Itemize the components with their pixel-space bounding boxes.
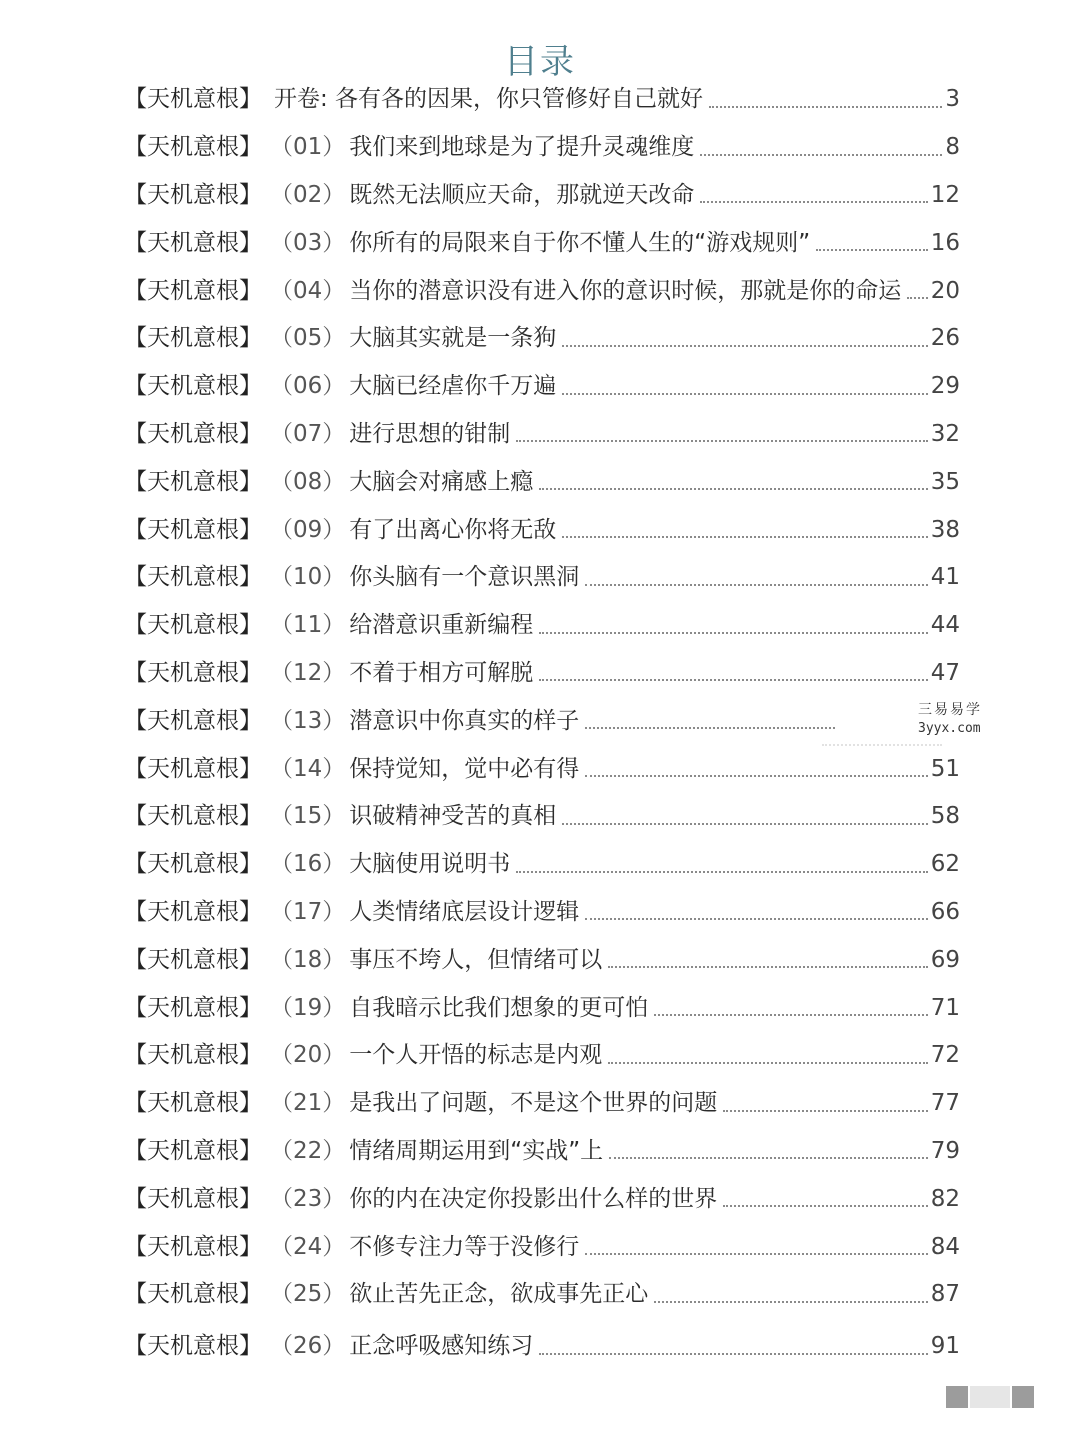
toc-series-label: 【天机意根】 [124, 229, 262, 256]
toc-dot-leader [562, 345, 927, 347]
toc-entry[interactable] [124, 267, 960, 315]
toc-entry-title: 你头脑有一个意识黑洞 [349, 564, 580, 591]
toc-page-number: 71 [930, 994, 960, 1021]
toc-dot-leader [654, 1014, 927, 1016]
toc-dot-leader [723, 1205, 927, 1207]
toc-page-number: 66 [930, 898, 960, 925]
toc-entry[interactable] [124, 984, 960, 1032]
toc-series-label: 【天机意根】 [124, 1042, 262, 1069]
watermark-dots [822, 744, 942, 746]
toc-series-label: 【天机意根】 [124, 1333, 262, 1360]
toc-entry-title: 大脑已经虐你千万遍 [349, 373, 557, 400]
toc-page-number: 16 [930, 229, 960, 256]
toc-dot-leader [709, 106, 942, 108]
toc-entry-title: 有了出离心你将无敌 [349, 516, 557, 543]
toc-page-number: 35 [930, 468, 960, 495]
toc-list [124, 76, 960, 1371]
toc-dot-leader [608, 1062, 927, 1064]
toc-entry-title: 既然无法顺应天命，那就逆天改命 [349, 181, 695, 208]
toc-dot-leader [585, 584, 927, 586]
toc-entry[interactable] [124, 745, 960, 793]
toc-entry[interactable] [124, 1128, 960, 1176]
toc-entry[interactable] [124, 219, 960, 267]
toc-dot-leader [700, 154, 942, 156]
toc-entry-title: 人类情绪底层设计逻辑 [349, 898, 580, 925]
toc-entry-number: （14） [270, 755, 346, 782]
toc-entry[interactable] [124, 1032, 960, 1080]
toc-entry[interactable] [124, 363, 960, 411]
toc-dot-leader [562, 536, 927, 538]
toc-page-number: 32 [930, 420, 960, 447]
toc-page-number: 3 [945, 86, 960, 113]
corner-mark-middle [970, 1386, 1010, 1408]
toc-series-label: 【天机意根】 [124, 564, 262, 591]
toc-entry-title: 不修专注力等于没修行 [349, 1233, 580, 1260]
toc-dot-leader [723, 1110, 927, 1112]
toc-entry-number: （24） [270, 1233, 346, 1260]
watermark-url: 3yyx.com [918, 721, 981, 736]
toc-entry[interactable] [124, 1223, 960, 1271]
toc-entry-number: （18） [270, 946, 346, 973]
toc-entry-title: 大脑其实就是一条狗 [349, 325, 557, 352]
toc-page-number: 44 [930, 612, 960, 639]
toc-entry[interactable] [124, 793, 960, 841]
toc-entry-number: （25） [270, 1281, 346, 1308]
toc-entry-title: 潜意识中你真实的样子 [349, 707, 580, 734]
toc-entry[interactable] [124, 506, 960, 554]
toc-entry-number: （13） [270, 707, 346, 734]
toc-series-label: 【天机意根】 [124, 1185, 262, 1212]
toc-page-number: 84 [930, 1233, 960, 1260]
toc-page-number: 20 [930, 277, 960, 304]
toc-series-label: 【天机意根】 [124, 994, 262, 1021]
toc-entry-number: （10） [270, 564, 346, 591]
toc-entry-number: （22） [270, 1137, 346, 1164]
toc-entry[interactable] [124, 554, 960, 602]
watermark-name: 三易易学 [918, 702, 982, 718]
toc-dot-leader [516, 871, 927, 873]
toc-entry-title: 欲止苦先正念，欲成事先正心 [349, 1281, 649, 1308]
toc-dot-leader [562, 823, 927, 825]
toc-dot-leader [539, 488, 927, 490]
toc-entry[interactable] [124, 650, 960, 698]
toc-page-number: 12 [930, 181, 960, 208]
toc-dot-leader [654, 1301, 927, 1303]
toc-series-label: 【天机意根】 [124, 1233, 262, 1260]
toc-entry-number: （16） [270, 851, 346, 878]
toc-entry-number: （05） [270, 325, 346, 352]
toc-entry-number: （15） [270, 803, 346, 830]
toc-entry-title: 给潜意识重新编程 [349, 612, 534, 639]
toc-series-label: 【天机意根】 [124, 707, 262, 734]
toc-entry-number: （26） [270, 1333, 346, 1360]
toc-entry-title: 大脑使用说明书 [349, 851, 511, 878]
toc-entry[interactable] [124, 936, 960, 984]
toc-entry-number: （01） [270, 134, 346, 161]
toc-entry-number: （19） [270, 994, 346, 1021]
toc-entry-number: （02） [270, 181, 346, 208]
toc-entry-number: （06） [270, 373, 346, 400]
toc-page-number: 47 [930, 659, 960, 686]
toc-series-label: 【天机意根】 [124, 898, 262, 925]
toc-entry-title: 不着于相方可解脱 [349, 659, 534, 686]
toc-page-number: 91 [930, 1333, 960, 1360]
toc-page-number: 8 [945, 134, 960, 161]
toc-entry-title: 一个人开悟的标志是内观 [349, 1042, 603, 1069]
toc-dot-leader [609, 1157, 928, 1159]
toc-entry-title: 你的内在决定你投影出什么样的世界 [349, 1185, 718, 1212]
page-title: 目录 [504, 42, 576, 82]
toc-entry[interactable] [124, 1323, 960, 1371]
toc-page-number: 87 [930, 1281, 960, 1308]
toc-series-label: 【天机意根】 [124, 277, 262, 304]
toc-entry-number: （21） [270, 1090, 346, 1117]
toc-page-number: 51 [930, 755, 960, 782]
toc-entry-title: 情绪周期运用到“实战”上 [349, 1137, 604, 1164]
toc-dot-leader [539, 632, 927, 634]
toc-dot-leader [907, 297, 927, 299]
toc-dot-leader [585, 918, 927, 920]
toc-dot-leader [585, 727, 835, 729]
toc-entry[interactable] [124, 458, 960, 506]
toc-dot-leader [816, 249, 928, 251]
toc-entry-title: 保持觉知，觉中必有得 [349, 755, 580, 782]
toc-page-number: 58 [930, 803, 960, 830]
toc-entry-number: （07） [270, 420, 346, 447]
toc-entry-number: （20） [270, 1042, 346, 1069]
toc-series-label: 【天机意根】 [124, 803, 262, 830]
toc-series-label: 【天机意根】 [124, 946, 262, 973]
toc-entry-number: （08） [270, 468, 346, 495]
toc-series-label: 【天机意根】 [124, 516, 262, 543]
toc-entry-number: （11） [270, 612, 346, 639]
toc-entry[interactable] [124, 1080, 960, 1128]
toc-series-label: 【天机意根】 [124, 612, 262, 639]
toc-entry-number: （23） [270, 1185, 346, 1212]
toc-entry-title: 识破精神受苦的真相 [349, 803, 557, 830]
toc-dot-leader [608, 966, 927, 968]
toc-series-label: 【天机意根】 [124, 1137, 262, 1164]
toc-series-label: 【天机意根】 [124, 468, 262, 495]
toc-dot-leader [539, 1353, 927, 1355]
toc-page-number: 38 [930, 516, 960, 543]
toc-entry-title: 你所有的局限来自于你不懂人生的“游戏规则” [349, 229, 811, 256]
toc-entry[interactable] [124, 1175, 960, 1223]
toc-page-number: 72 [930, 1042, 960, 1069]
corner-mark-left [946, 1386, 968, 1408]
toc-series-label: 【天机意根】 [124, 134, 262, 161]
toc-series-label: 【天机意根】 [124, 1090, 262, 1117]
toc-page-number: 62 [930, 851, 960, 878]
toc-entry[interactable] [124, 697, 960, 745]
toc-entry[interactable] [124, 1271, 960, 1319]
toc-entry-number: （04） [270, 277, 346, 304]
toc-entry-number: （12） [270, 659, 346, 686]
toc-entry[interactable] [124, 76, 960, 124]
toc-entry-title: 自我暗示比我们想象的更可怕 [349, 994, 649, 1021]
toc-entry[interactable] [124, 172, 960, 220]
toc-entry-title: 是我出了问题，不是这个世界的问题 [349, 1090, 718, 1117]
toc-entry-title: 开卷: 各有各的因果，你只管修好自己就好 [274, 86, 704, 113]
toc-page-number: 82 [930, 1185, 960, 1212]
toc-series-label: 【天机意根】 [124, 181, 262, 208]
toc-entry[interactable] [124, 889, 960, 937]
toc-entry-number: （03） [270, 229, 346, 256]
watermark [918, 700, 998, 738]
toc-entry-number: （09） [270, 516, 346, 543]
toc-entry[interactable] [124, 124, 960, 172]
toc-entry-title: 大脑会对痛感上瘾 [349, 468, 534, 495]
toc-dot-leader [516, 440, 927, 442]
toc-series-label: 【天机意根】 [124, 755, 262, 782]
toc-entry-title: 进行思想的钳制 [349, 420, 511, 447]
toc-dot-leader [585, 775, 927, 777]
toc-dot-leader [700, 201, 927, 203]
toc-dot-leader [539, 679, 927, 681]
toc-entry[interactable] [124, 602, 960, 650]
toc-entry[interactable] [124, 315, 960, 363]
toc-page-number: 77 [930, 1090, 960, 1117]
toc-page-number: 26 [930, 325, 960, 352]
toc-entry-number: （17） [270, 898, 346, 925]
toc-series-label: 【天机意根】 [124, 1281, 262, 1308]
toc-series-label: 【天机意根】 [124, 86, 262, 113]
toc-page-number: 69 [930, 946, 960, 973]
toc-series-label: 【天机意根】 [124, 851, 262, 878]
toc-entry[interactable] [124, 411, 960, 459]
toc-entry-title: 当你的潜意识没有进入你的意识时候，那就是你的命运 [349, 277, 902, 304]
toc-page-number: 29 [930, 373, 960, 400]
toc-entry[interactable] [124, 841, 960, 889]
toc-entry-title: 正念呼吸感知练习 [349, 1333, 534, 1360]
toc-page-number: 79 [930, 1137, 960, 1164]
toc-series-label: 【天机意根】 [124, 325, 262, 352]
toc-dot-leader [562, 393, 927, 395]
toc-dot-leader [585, 1253, 927, 1255]
toc-series-label: 【天机意根】 [124, 420, 262, 447]
toc-entry-title: 事压不垮人，但情绪可以 [349, 946, 603, 973]
corner-mark-right [1012, 1386, 1034, 1408]
toc-series-label: 【天机意根】 [124, 659, 262, 686]
toc-page-number: 41 [930, 564, 960, 591]
toc-entry-title: 我们来到地球是为了提升灵魂维度 [349, 134, 695, 161]
toc-series-label: 【天机意根】 [124, 373, 262, 400]
